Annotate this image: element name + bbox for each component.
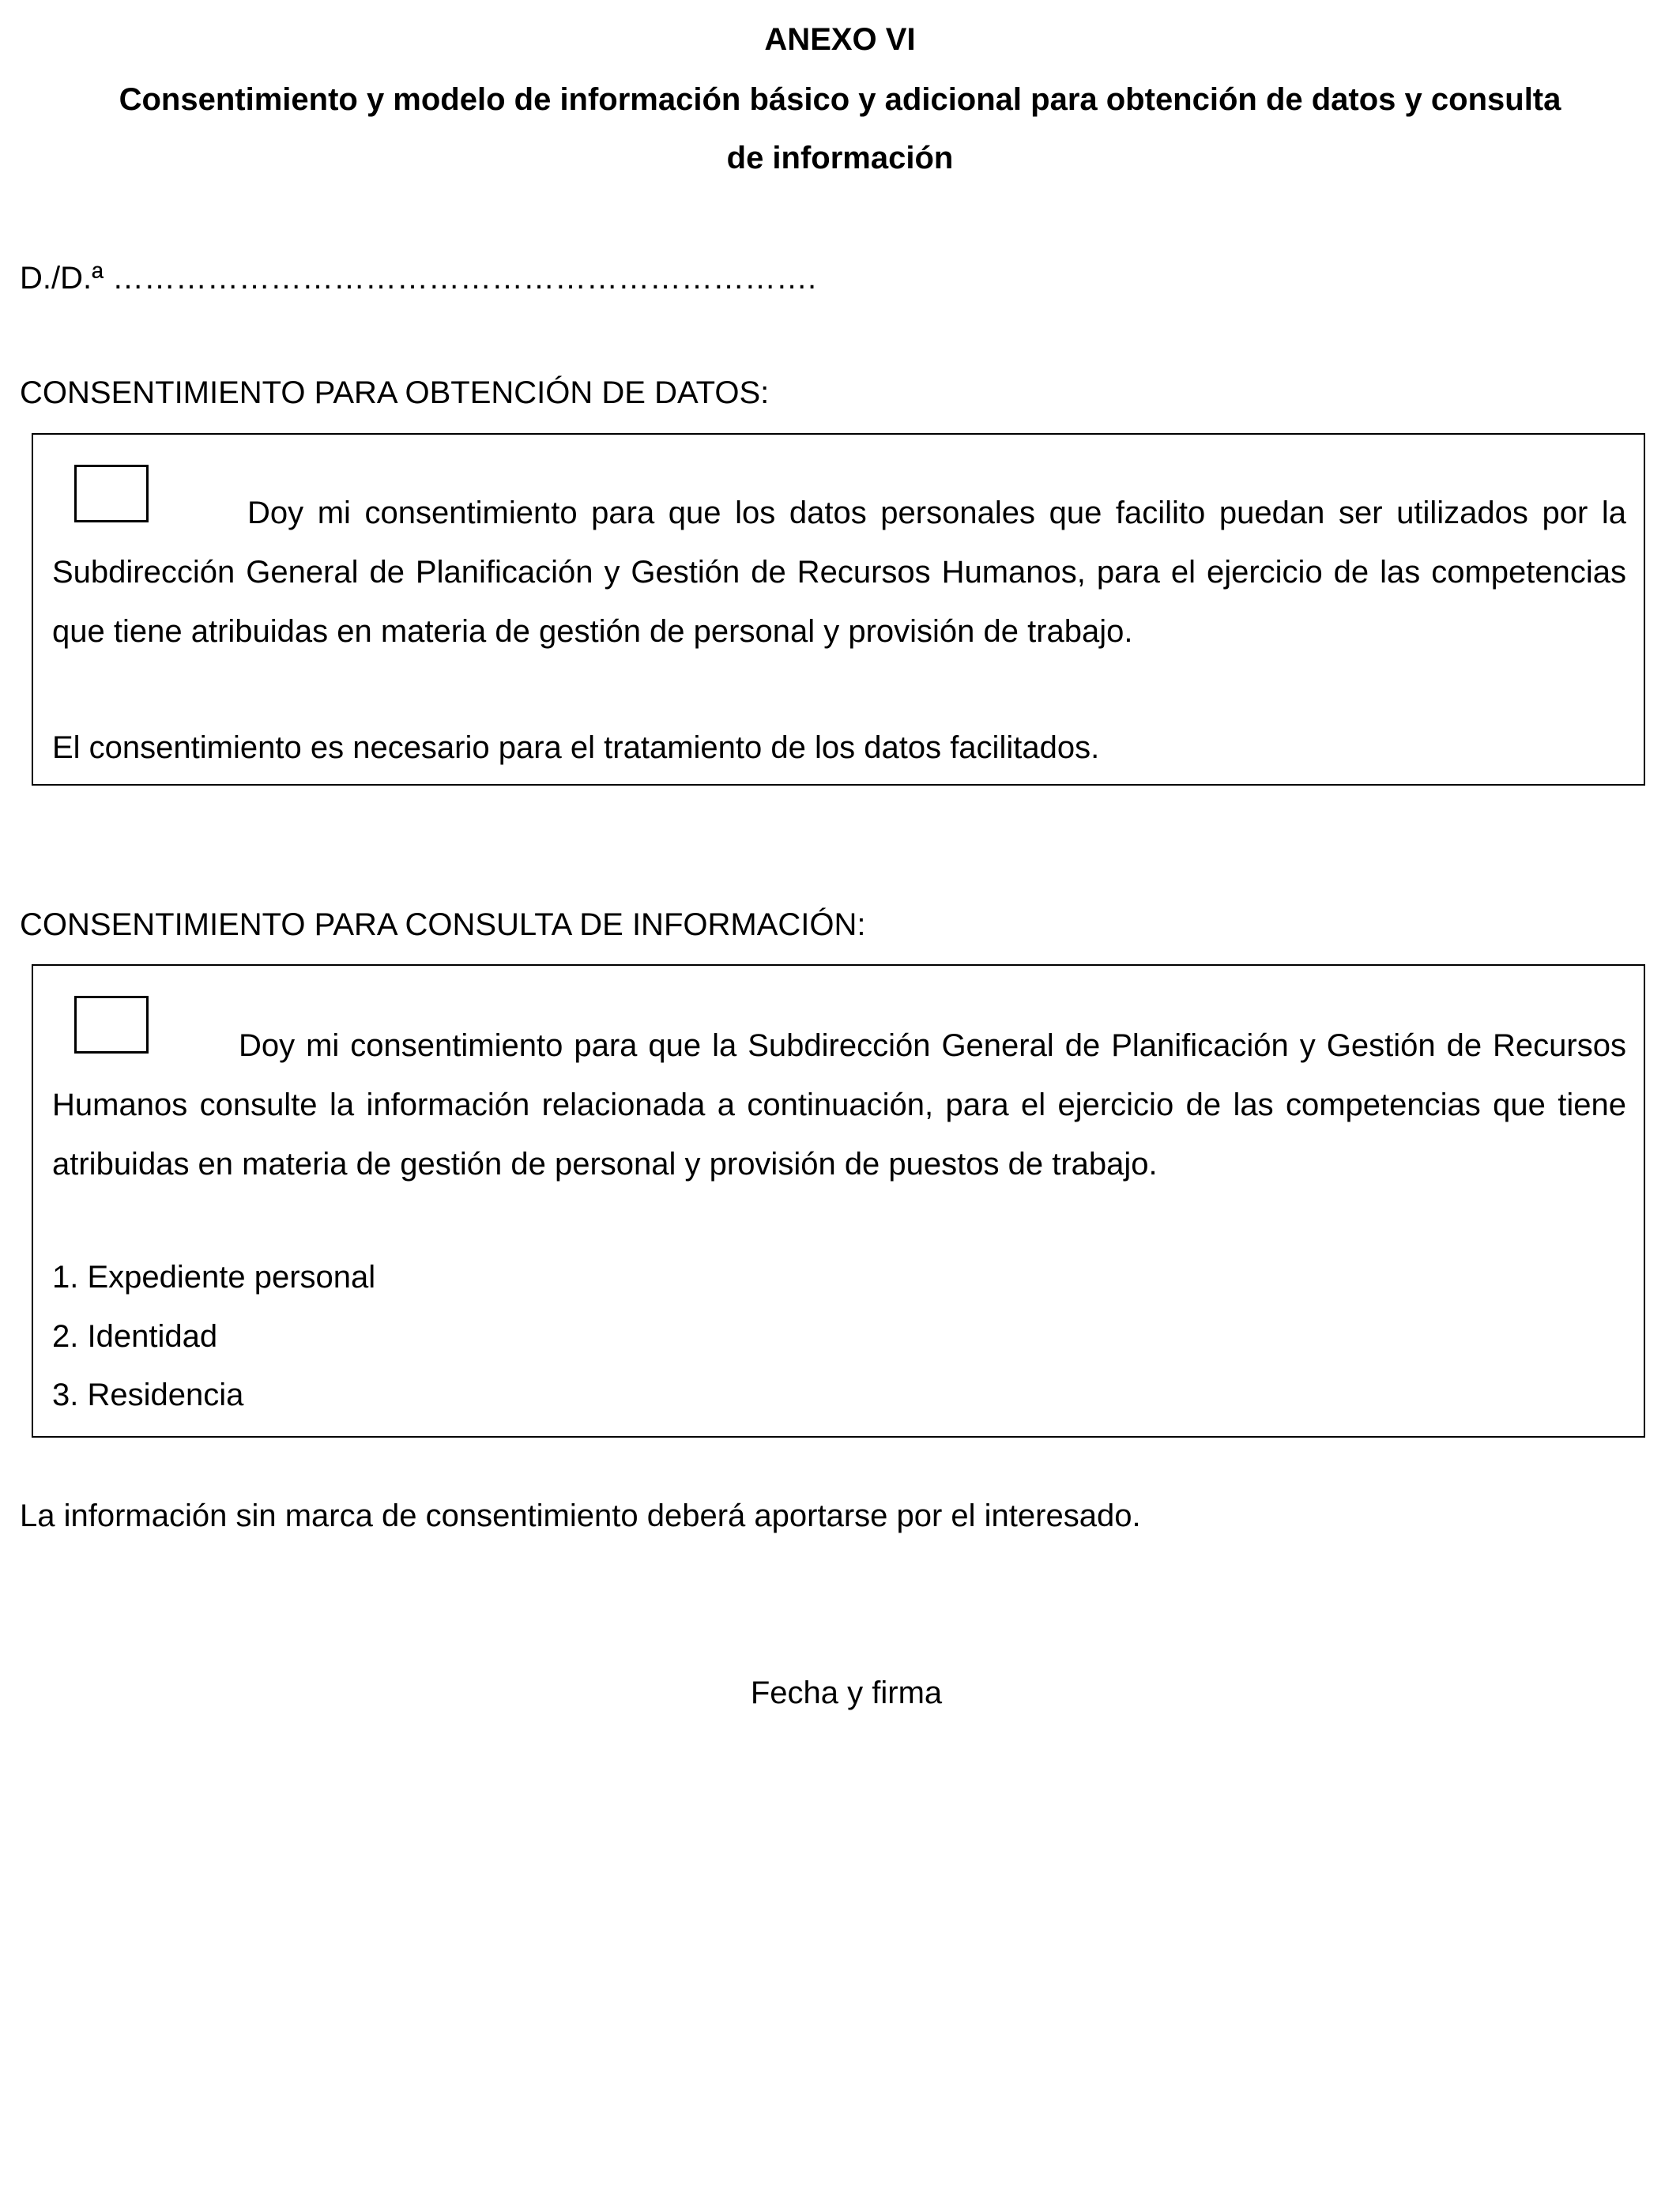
footer-note: La información sin marca de consentimiento deberá aportarse por el interesado. (20, 1498, 1141, 1533)
section-heading-data-collection: CONSENTIMIENTO PARA OBTENCIÓN DE DATOS: (20, 375, 770, 410)
annex-title: ANEXO VI (764, 22, 916, 57)
information-query-consent-paragraph (52, 1016, 1626, 1194)
information-query-consent-text: Doy mi consentimiento para que la Subdirección General de Planificación y Gestión de Recursos Humanos consulte la información relacionada a continuación, para el ejercicio de las competencias que tiene atribuidas en materia de gestión de personal y provisión de puestos de trabajo. (52, 1028, 1626, 1182)
list-item: 3. Residencia (52, 1378, 244, 1412)
name-line: D./D.ª …………………………………………………………. (20, 261, 817, 296)
signature-label: Fecha y firma (750, 1676, 943, 1710)
data-collection-consent-paragraph (52, 484, 1626, 662)
information-query-consent-box (32, 964, 1645, 1438)
document-title-line-2: de información (726, 141, 954, 175)
data-collection-consent-note: El consentimiento es necesario para el tratamiento de los datos facilitados. (52, 730, 1100, 765)
document-title-line-1: Consentimiento y modelo de información básico y adicional para obtención de datos y consulta (119, 82, 1561, 117)
data-collection-consent-box (32, 433, 1645, 786)
section-heading-information-query: CONSENTIMIENTO PARA CONSULTA DE INFORMACIÓN: (20, 907, 866, 942)
list-item: 1. Expediente personal (52, 1260, 376, 1295)
data-collection-consent-text: Doy mi consentimiento para que los datos personales que facilito puedan ser utilizados por la Subdirección General de Planificación y Gestión de Recursos Humanos, para el ejercicio de las competencias que tiene atribuidas en materia de gestión de personal y provisión de trabajo. (52, 496, 1626, 649)
list-item: 2. Identidad (52, 1319, 218, 1354)
